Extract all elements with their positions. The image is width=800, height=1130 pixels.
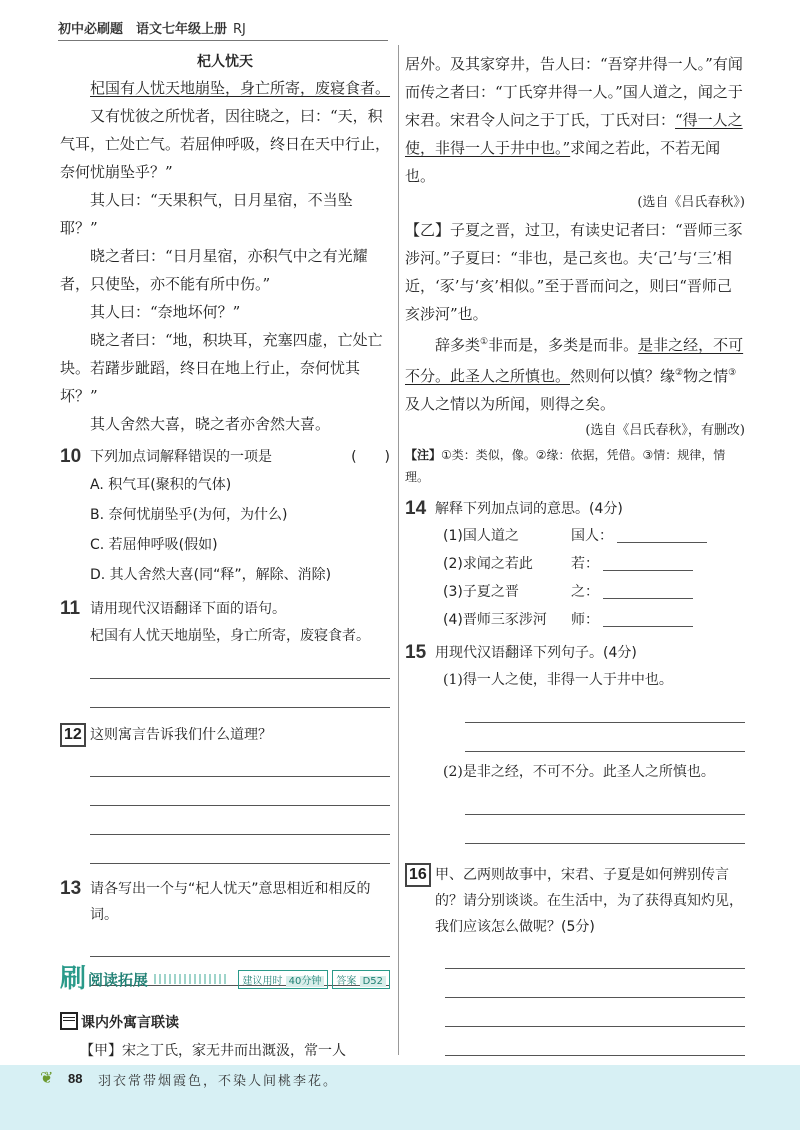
column-divider xyxy=(398,45,399,1055)
question-number: 14 xyxy=(405,498,427,519)
question-13 xyxy=(60,876,390,928)
passage-para-2: 又有忧彼之所忧者，因往晓之，曰：“天，积气耳，亡处亡气。若屈伸呼吸，终日在天中行止，奈何忧崩坠乎？” xyxy=(60,107,391,181)
answer-line[interactable] xyxy=(445,998,745,1027)
answer-line[interactable] xyxy=(90,835,390,864)
passage-yi-1: 【乙】子夏之晋，过卫，有读史记者曰：“晋师三豕涉河。”子夏曰：“非也，是己亥也。夫‘己’与‘三’相近，‘豕’与‘亥’相似。”至于晋而问之，则曰“晋师己亥涉河”也。 xyxy=(405,221,743,323)
passage-para-1: 杞国有人忧天地崩坠，身亡所寄，废寝食者。 xyxy=(90,79,391,97)
answer-line[interactable] xyxy=(465,723,745,752)
book-title: 初中必刷题 语文七年级上册 xyxy=(58,22,228,37)
reading-extension-banner xyxy=(60,966,390,992)
option-a[interactable]: A. 积气耳(聚积的气体) xyxy=(90,477,232,493)
translate-sentence-2: (2)是非之经，不可不分。此圣人之所慎也。 xyxy=(443,764,715,780)
answer-line[interactable] xyxy=(90,748,390,777)
footnote: 【注】①类：类似，像。②缘：依据，凭借。③情：规律，情理。 xyxy=(405,448,726,484)
passage-jia-start: 【甲】宋之丁氏，家无井而出溉汲，常一人 xyxy=(80,1043,346,1059)
edition-label: RJ xyxy=(233,22,246,37)
question-16 xyxy=(405,862,745,940)
option-d[interactable]: D. 其人舍然大喜(同“释”，解除、消除) xyxy=(90,567,332,583)
question-number: 10 xyxy=(60,446,82,467)
question-10 xyxy=(60,444,390,470)
passage-para-7: 其人舍然大喜，晓之者亦舍然大喜。 xyxy=(90,415,331,433)
banner-title: 阅读拓展 xyxy=(88,970,149,989)
answer-blank[interactable] xyxy=(603,578,693,599)
answer-tag: 答案 D52 xyxy=(332,970,390,989)
answer-line[interactable] xyxy=(445,969,745,998)
question-number: 16 xyxy=(405,863,431,887)
answer-line[interactable] xyxy=(465,694,745,723)
passage-para-3: 其人曰：“天果积气，日月星宿，不当坠耶？” xyxy=(60,191,353,237)
answer-line[interactable] xyxy=(465,815,745,844)
translate-sentence-1: (1)得一人之使，非得一人于井中也。 xyxy=(443,672,673,688)
option-c[interactable]: C. 若屈伸呼吸(假如) xyxy=(90,537,218,553)
answer-line[interactable] xyxy=(90,928,390,957)
passage-yi-2: 辞多类①非而是，多类是而非。是非之经，不可不分。此圣人之所慎也。然则何以慎？缘②物之情③及人之情以为所闻，则得之矣。 xyxy=(405,336,744,413)
question-number: 12 xyxy=(60,723,86,747)
answer-blank[interactable] xyxy=(617,522,707,543)
passage-para-5: 其人曰：“奈地坏何？” xyxy=(90,303,241,321)
time-tag: 建议用时 40分钟 xyxy=(238,970,328,989)
answer-line[interactable] xyxy=(445,1027,745,1056)
question-15 xyxy=(405,640,745,666)
underlined-sentence: 是非之经，不可不分。此圣人之所慎也。 xyxy=(405,336,744,385)
section-icon xyxy=(60,1012,78,1030)
option-b[interactable]: B. 奈何忧崩坠乎(为何，为什么) xyxy=(90,507,288,523)
right-column xyxy=(405,50,745,1085)
subquestion: (3)子夏之晋 之： xyxy=(405,578,745,606)
question-11 xyxy=(60,596,390,622)
passage-para-4: 晓之者曰：“日月星宿，亦积气中之有光耀者，只使坠，亦不能有所中伤。” xyxy=(60,247,368,293)
page-number: 88 xyxy=(68,1071,83,1086)
passage-jia: 居外。及其家穿井，告人曰：“吾穿井得一人。”有闻而传之者曰：“丁氏穿井得一人。”国人道之，闻之于宋君。宋君令人问之于丁氏，丁氏对曰：“得一人之使，非得一人于井中也。”求闻之若此，不若无闻也。 xyxy=(405,55,743,185)
passage-title: 杞人忧天 xyxy=(197,54,253,70)
section-heading: 课内外寓言联读 xyxy=(60,1012,179,1032)
question-text: 解释下列加点词的意思。(4分) xyxy=(435,501,623,517)
running-header xyxy=(58,18,246,37)
question-number: 11 xyxy=(60,598,81,619)
brand-mark: 刷 xyxy=(60,964,87,994)
question-number: 13 xyxy=(60,878,82,899)
answer-line[interactable] xyxy=(90,806,390,835)
subquestion: (2)求闻之若此 若： xyxy=(405,550,745,578)
answer-blank[interactable] xyxy=(603,550,693,571)
footer-motto: 羽衣常带烟霞色，不染人间桃李花。 xyxy=(98,1074,339,1089)
subquestion: (1)国人道之 国人： xyxy=(405,522,745,550)
question-text: 请各写出一个与“杞人忧天”意思相近和相反的词。 xyxy=(90,881,371,923)
answer-line[interactable] xyxy=(90,679,390,708)
question-text: 请用现代汉语翻译下面的语句。 xyxy=(90,601,286,617)
source-jia: (选自《吕氏春秋》) xyxy=(637,195,745,210)
question-number: 15 xyxy=(405,642,427,663)
source-yi: (选自《吕氏春秋》，有删改) xyxy=(585,423,745,438)
answer-line[interactable] xyxy=(445,940,745,969)
answer-line[interactable] xyxy=(465,786,745,815)
question-text: 用现代汉语翻译下列句子。(4分) xyxy=(435,645,637,661)
answer-blank[interactable] xyxy=(603,606,693,627)
left-column xyxy=(60,50,390,986)
question-text: 甲、乙两则故事中，宋君、子夏是如何辨别传言的？请分别谈谈。在生活中，为了获得真知灼见，我们应该怎么做呢？(5分) xyxy=(435,867,743,935)
underlined-sentence: “得一人之使，非得一人于井中也。” xyxy=(405,111,743,157)
answer-line[interactable] xyxy=(90,777,390,806)
passage-para-6: 晓之者曰：“地，积块耳，充塞四虚，亡处亡块。若躇步跐蹈，终日在地上行止，奈何忧其坏？” xyxy=(60,331,383,405)
header-rule xyxy=(58,40,388,41)
translate-sentence: 杞国有人忧天地崩坠，身亡所寄，废寝食者。 xyxy=(90,628,370,644)
banner-stripes xyxy=(154,974,228,984)
page-footer xyxy=(0,1065,800,1130)
question-12 xyxy=(60,722,390,748)
question-text: 这则寓言告诉我们什么道理？ xyxy=(90,727,272,743)
leaf-icon: ❦ xyxy=(40,1068,54,1087)
answer-line[interactable] xyxy=(90,650,390,679)
question-text: 下列加点词解释错误的一项是 xyxy=(90,449,272,465)
subquestion: (4)晋师三豕涉河 师： xyxy=(405,606,745,634)
question-14 xyxy=(405,496,745,522)
answer-paren[interactable]: ( ) xyxy=(351,449,390,465)
